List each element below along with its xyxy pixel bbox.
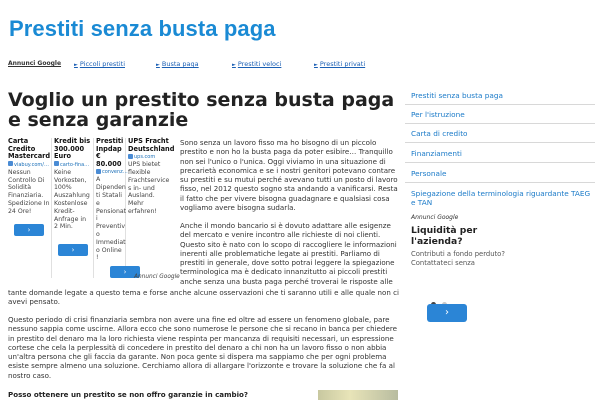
text-line: non sei l'unico o l'unica. Oggi viviamo in una situazione di [180, 156, 386, 166]
text-line: esiste sempre almeno una soluzione. Cerchiamo allora di allargare l'orizzonte e trovare la soluzione che fa al [8, 361, 395, 371]
triangle-right-icon: ► [74, 62, 78, 68]
ad-url-text: carto-fina… [60, 161, 90, 168]
text-line: del mercato e venire incontro alle richieste di noi clienti. [180, 230, 381, 240]
site-title[interactable]: Prestiti senza busta paga [9, 16, 276, 41]
ad-body-line: o [96, 230, 100, 238]
ad-link-piccoli-prestiti[interactable] [74, 60, 125, 68]
ad-arrow-button[interactable] [58, 244, 88, 256]
sidebar-item-label: Finanziamenti [411, 149, 462, 158]
ad-body-line: Vorkosten, [54, 176, 87, 184]
ad-body-line: Keine [54, 168, 72, 176]
ad-title[interactable] [96, 138, 125, 168]
ad-title[interactable] [8, 138, 51, 161]
favicon-icon [54, 161, 59, 166]
text-line: nessuno sappia come uscirne. Allora ecco che sono numerose le persone che si recano in banca per chiedere [8, 324, 397, 334]
ad-body-line: flexible [128, 168, 151, 176]
text-line: anche senza una busta paga perché troverai le risposte alle [180, 276, 393, 286]
ad-body-line: Nessun [8, 168, 31, 176]
ad-body-line: Auszahlung [54, 192, 90, 200]
ad-body-line: i [96, 215, 98, 223]
ad-title[interactable] [54, 138, 93, 161]
ad-link-prestiti-privati[interactable] [314, 60, 365, 68]
text-line: avevi pensato. [8, 297, 60, 307]
ad-url[interactable] [128, 153, 176, 161]
text-line: cortese che cela la perplessità di concedere in prestito del denaro a chi non ha un lavoro fisso o non abbia [8, 342, 387, 352]
triangle-right-icon: ► [156, 62, 160, 68]
ad-title-line: € [96, 152, 101, 161]
ad-unit[interactable] [54, 138, 94, 278]
ad-link-label: Piccoli prestiti [79, 60, 125, 68]
text-line: un'altra persona che gli faccia da garante. Non poca gente si dispera ma sappiamo che per ogni problema [8, 352, 387, 362]
ad-title-line: Deutschland [128, 144, 175, 153]
sidebar-item-carta-di-credito[interactable] [405, 129, 595, 143]
paragraph-3 [8, 315, 404, 380]
ad-body-line: Controllo Di [8, 176, 45, 184]
text-line: il fatto che per vivere bisogna guadagnare e qualsiasi cosa [180, 193, 390, 203]
ad-link-label: Busta paga [161, 60, 199, 68]
ad-title[interactable] [128, 138, 176, 153]
ad-link-label: Prestiti veloci [237, 60, 282, 68]
ad-body-line: Kostenlose [54, 199, 88, 207]
ad-body-line: Spedizione In [8, 199, 50, 207]
text-line: Questo periodo di crisi finanziaria sembra non avere una fine ed oltre ad essere un fenomeno globale, pare [8, 315, 390, 324]
ad-body-line: Immediat [96, 238, 126, 246]
google-ads-label: Annunci Google [8, 60, 62, 67]
intro-paragraph [180, 138, 402, 212]
ad-title-line: Inpdap [96, 144, 122, 153]
ad-body-line: o Online ! [96, 246, 122, 262]
ad-body-line: Preventiv [96, 223, 126, 231]
ad-title-line: Prestiti [96, 137, 124, 145]
ad-body-line: Anfrage in [54, 215, 87, 223]
chevron-right-icon: › [27, 226, 31, 234]
text-line: nostro caso. [8, 370, 52, 380]
ad-title-line: 300.000 [54, 144, 85, 153]
ad-body-line: erfahren! [128, 207, 157, 215]
text-line: inerenti alle problematiche legate ai prestiti. Parliamo di [180, 248, 380, 258]
ad-body-line: 24 Ore! [8, 207, 32, 215]
ad-unit[interactable] [128, 138, 176, 278]
sidebar-item-prestiti-senza-busta-paga[interactable] [405, 91, 595, 105]
ad-body [128, 161, 176, 216]
text-line: su prestiti e su mutui perché avevano tutti un posto di lavoro [180, 175, 398, 185]
google-ads-label: Annunci Google [411, 214, 459, 221]
ad-body-line: Kredit- [54, 207, 75, 215]
favicon-icon [96, 169, 101, 174]
ad-body-line: Frachtservice [128, 176, 170, 184]
sidebar-item-label: Spiegazione della terminologia riguardante TAEG e TAN [411, 189, 591, 207]
sidebar-ad-text: Contributi a fondo perduto? Contattateci senza [411, 250, 505, 267]
text-line: in prestito del denaro ma la loro richiesta viene respinta per mancanza di requisiti necessari, un espressione [8, 333, 394, 343]
ad-body-line: Solidità [8, 184, 32, 192]
ad-url-text: viabuy.com/… [14, 161, 49, 168]
ad-body [8, 169, 51, 216]
ad-body-line: A [96, 176, 101, 184]
sidebar-item-istruzione[interactable] [405, 110, 595, 124]
ad-body-line: Mehr [128, 200, 144, 208]
ad-body-line: Pensionat [96, 207, 127, 215]
text-line: prestiti in generale, dove sotto potrai leggere la spiegazione [180, 258, 395, 268]
ad-title-line: UPS Fracht [128, 137, 169, 145]
sidebar-item-label: Prestiti senza busta paga [411, 91, 503, 100]
ad-body [54, 169, 93, 231]
text-line: tante domande legate a questo tema e forse anche alcune osservazioni che ti saranno utili e alle quale non ci [8, 288, 399, 297]
ad-body-line: Ausland. [128, 192, 155, 200]
chevron-right-icon: › [71, 246, 75, 254]
ad-links-bar [8, 60, 368, 70]
ad-title-line: Euro [54, 152, 71, 161]
chevron-right-icon: › [445, 307, 449, 318]
ad-link-label: Prestiti privati [319, 60, 366, 68]
banknotes-image [318, 390, 398, 400]
article-title: Voglio un prestito senza busta paga e senza garanzie [8, 89, 395, 131]
text-line: precarietà economica e se i nostri genitori potevano contare [180, 165, 396, 175]
ad-link-busta-paga[interactable] [156, 60, 199, 68]
ad-unit[interactable] [96, 138, 126, 278]
ad-title-line: Carta [8, 137, 29, 145]
text-line: vogliamo avere bisogna sudarla. [180, 203, 296, 213]
text-line: Anche il mondo bancario si è dovuto adattare alle esigenze [180, 221, 391, 230]
ad-url[interactable] [8, 161, 51, 169]
favicon-icon [128, 154, 133, 159]
text-line: terminologica ma è dedicato innanzitutto ai piccoli prestiti [180, 267, 388, 277]
sidebar-item-personale[interactable] [405, 169, 595, 183]
ad-body-line: Finanziaria. [8, 192, 44, 200]
triangle-right-icon: ► [314, 62, 318, 68]
ad-url-text: convenz… [102, 169, 128, 176]
ad-arrow-button[interactable] [14, 224, 44, 236]
text-line: Sono senza un lavoro fisso ma ho bisogno di un piccolo [180, 138, 377, 147]
sidebar-ad[interactable] [405, 214, 595, 324]
sidebar-item-label: Per l'istruzione [411, 110, 465, 119]
favicon-icon [8, 161, 13, 166]
ad-units [8, 137, 180, 282]
paragraph-2-continued [8, 288, 404, 307]
text-line: Questo sito è nato con lo scopo di raccogliere le informazioni [180, 239, 397, 249]
ad-url-text: ups.com [134, 154, 156, 161]
ad-body-line: Dipenden [96, 184, 126, 192]
ad-body-line: e [96, 199, 100, 207]
ad-body-line: 100% [54, 184, 72, 192]
ad-title-line: Credito [8, 144, 36, 153]
ad-body-line: s in- und [128, 184, 155, 192]
ad-body-line: ti Statali [96, 191, 122, 199]
ad-body-line: UPS bietet [128, 161, 161, 169]
ad-title-line: Kredit bis [54, 137, 91, 145]
sidebar-item-label: Carta di credito [411, 129, 468, 138]
ad-url[interactable] [54, 161, 93, 169]
text-line: fisso, nel 2012 questo sogno sta andando a vanificarsi. Resta [180, 184, 398, 194]
paragraph-2 [180, 221, 402, 286]
sidebar-item-label: Personale [411, 169, 447, 178]
chevron-right-icon: › [123, 268, 127, 276]
ad-title-line: Mastercard [8, 152, 51, 161]
ad-url[interactable] [96, 168, 128, 176]
ad-body-line: 2 Min. [54, 223, 73, 231]
sidebar-item-terminologia[interactable] [405, 189, 595, 211]
ad-title-line: 80.000 [96, 159, 122, 168]
ad-link-prestiti-veloci[interactable] [232, 60, 281, 68]
google-ads-label: Annunci Google [134, 274, 180, 280]
sidebar-ad-headline[interactable]: Liquidità per l'azienda? [411, 225, 478, 247]
sidebar-ad-arrow-button[interactable] [427, 304, 467, 322]
ad-body [96, 176, 125, 262]
text-line: prestito e non ho la busta paga da poter esibire… Tranquillo [180, 147, 393, 157]
triangle-right-icon: ► [232, 62, 236, 68]
sidebar-item-finanziamenti[interactable] [405, 149, 595, 163]
section-question: Posso ottenere un prestito se non offro garanzie in cambio? [8, 390, 248, 399]
ad-unit[interactable] [8, 138, 52, 278]
